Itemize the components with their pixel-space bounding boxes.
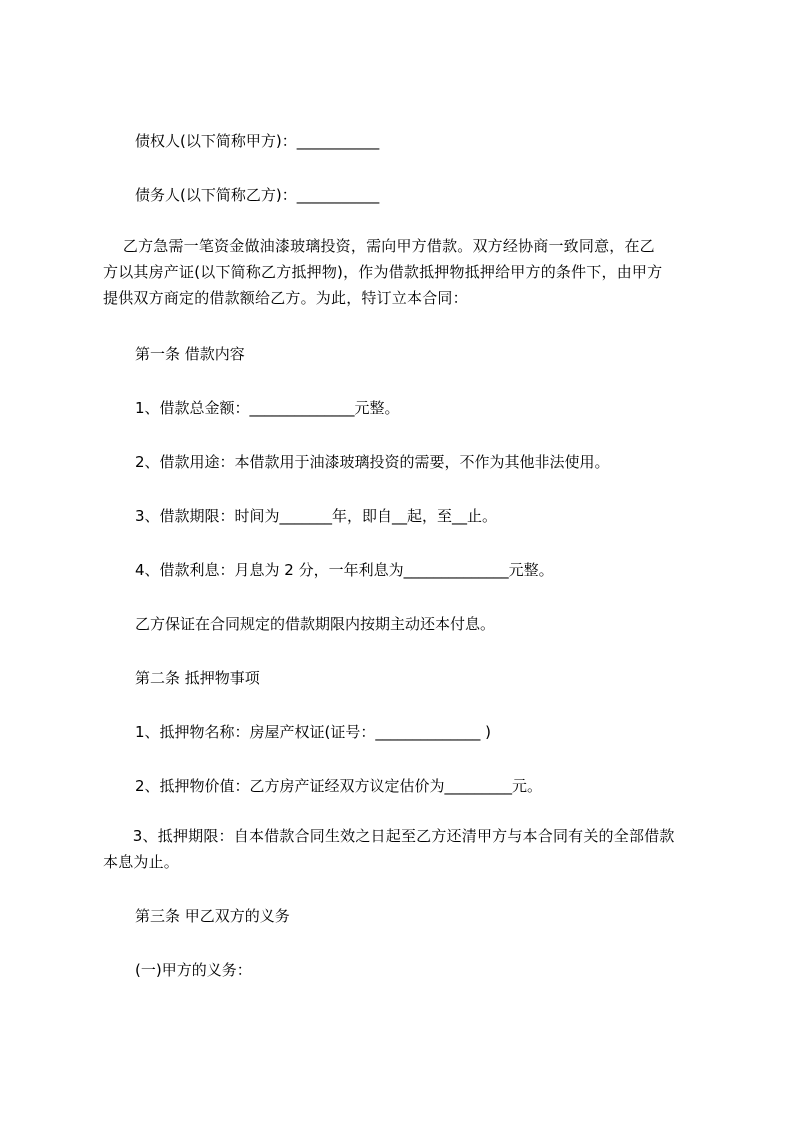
article2-item1: 1、抵押物名称：房屋产权证(证号：______________ ) xyxy=(135,723,492,741)
article1-heading: 第一条 借款内容 xyxy=(135,345,245,363)
intro-line-2: 方以其房产证(以下简称乙方抵押物)，作为借款抵押物抵押给甲方的条件下，由甲方 xyxy=(103,263,663,281)
article3-heading: 第三条 甲乙双方的义务 xyxy=(135,907,290,925)
article3-sub1: (一)甲方的义务： xyxy=(135,961,252,979)
article2-item3-line-2: 本息为止。 xyxy=(103,853,180,871)
article1-item4: 4、借款利息：月息为 2 分，一年利息为______________元整。 xyxy=(135,561,554,579)
article2-item3-line-1: 3、抵押期限：自本借款合同生效之日起至乙方还清甲方与本合同有关的全部借款 xyxy=(103,827,675,845)
debtor-line: 债务人(以下简称乙方)：___________ xyxy=(135,186,380,204)
article1-item1: 1、借款总金额：______________元整。 xyxy=(135,399,400,417)
article2-item2: 2、抵押物价值：乙方房产证经双方议定估价为_________元。 xyxy=(135,777,543,795)
intro-line-1: 乙方急需一笔资金做油漆玻璃投资，需向甲方借款。双方经协商一致同意，在乙 xyxy=(103,237,655,255)
article2-heading: 第二条 抵押物事项 xyxy=(135,669,260,687)
article2-item3 xyxy=(103,823,693,875)
article1-guarantee: 乙方保证在合同规定的借款期限内按期主动还本付息。 xyxy=(135,615,496,633)
intro-paragraph xyxy=(103,233,693,311)
article1-item2: 2、借款用途：本借款用于油漆玻璃投资的需要，不作为其他非法使用。 xyxy=(135,453,610,471)
article1-item3: 3、借款期限：时间为_______年，即自__起，至__止。 xyxy=(135,507,498,525)
creditor-line: 债权人(以下简称甲方)：___________ xyxy=(135,132,380,150)
intro-line-3: 提供双方商定的借款额给乙方。为此，特订立本合同： xyxy=(103,289,468,307)
